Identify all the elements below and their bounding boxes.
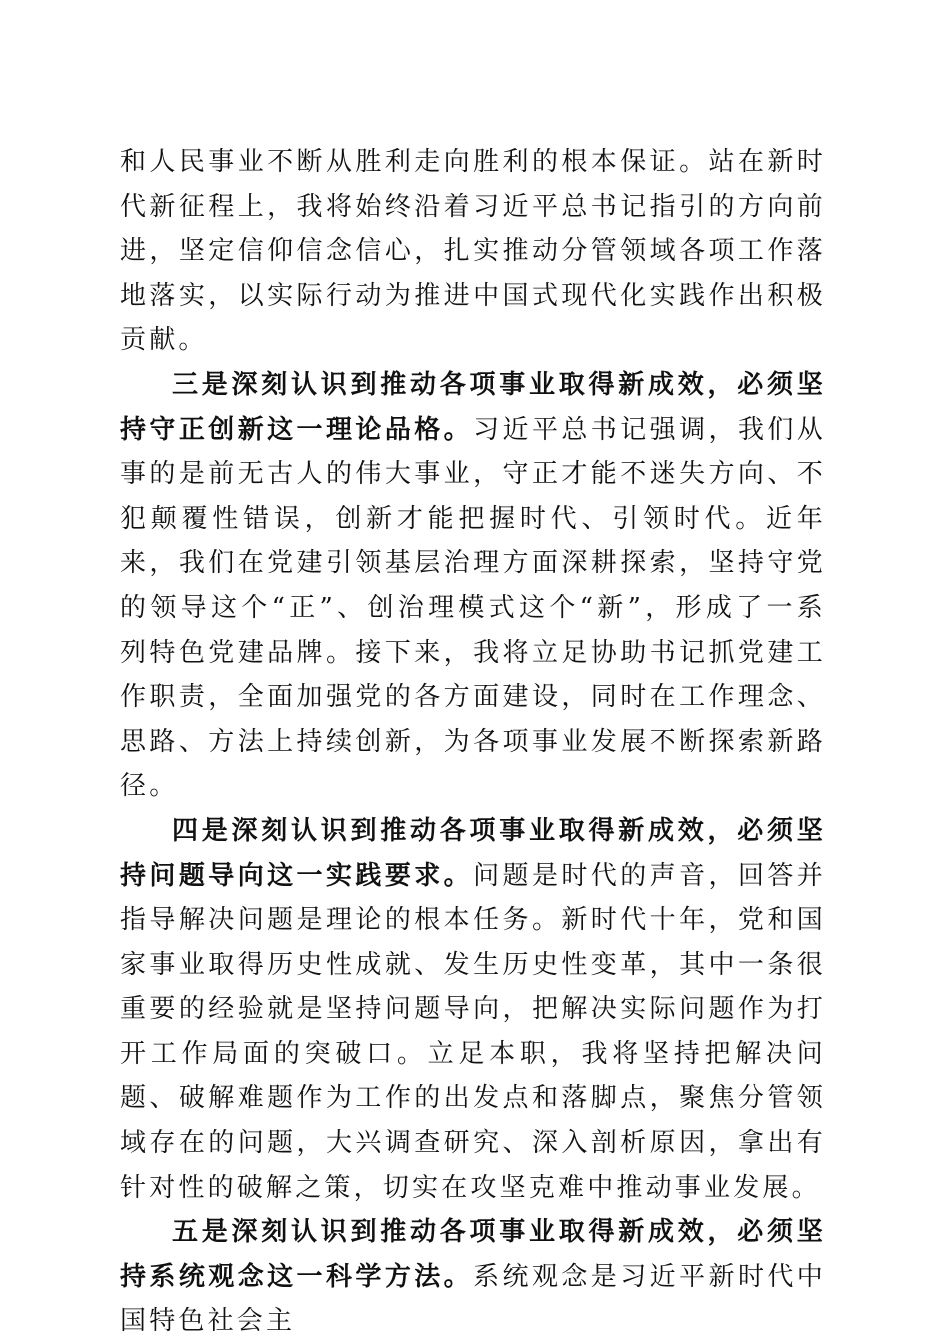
paragraph-continued: [120, 140, 826, 363]
paragraph-point-five: [120, 1210, 826, 1344]
paragraph-lead: 五是深刻认识到推动各项事业取得新成效，必须坚持系统观念这一科学方法。: [120, 1217, 826, 1292]
document-body: [120, 140, 826, 1344]
paragraph-lead: 三是深刻认识到推动各项事业取得新成效，必须坚持守正创新这一理论品格。: [120, 369, 826, 445]
paragraph-point-four: [120, 809, 826, 1210]
paragraph-body: 系统观念是习近平新时代中国特色社会主: [120, 1261, 826, 1337]
paragraph-lead: 四是深刻认识到推动各项事业取得新成效，必须坚持问题导向这一实践要求。: [120, 815, 826, 891]
paragraph-body: 和人民事业不断从胜利走向胜利的根本保证。站在新时代新征程上，我将始终沿着习近平总书记指引的方向前进，坚定信仰信念信心，扎实推动分管领域各项工作落地落实，以实际行动为推进中国式现代化实践作出积极贡献。: [120, 147, 826, 356]
paragraph-body: 习近平总书记强调，我们从事的是前无古人的伟大事业，守正才能不迷失方向、不犯颠覆性错误，创新才能把握时代、引领时代。近年来，我们在党建引领基层治理方面深耕探索，坚持守党的领导这个“正”、创治理模式这个“新”，形成了一系列特色党建品牌。接下来，我将立足协助书记抓党建工作职责，全面加强党的各方面建设，同时在工作理念、思路、方法上持续创新，为各项事业发展不断探索新路径。: [120, 414, 826, 802]
paragraph-body: 问题是时代的声音，回答并指导解决问题是理论的根本任务。新时代十年，党和国家事业取得历史性成就、发生历史性变革，其中一条很重要的经验就是坚持问题导向，把解决实际问题作为打开工作局面的突破口。立足本职，我将坚持把解决问题、破解难题作为工作的出发点和落脚点，聚焦分管领域存在的问题，大兴调查研究、深入剖析原因，拿出有针对性的破解之策，切实在攻坚克难中推动事业发展。: [120, 860, 826, 1203]
paragraph-point-three: [120, 363, 826, 809]
